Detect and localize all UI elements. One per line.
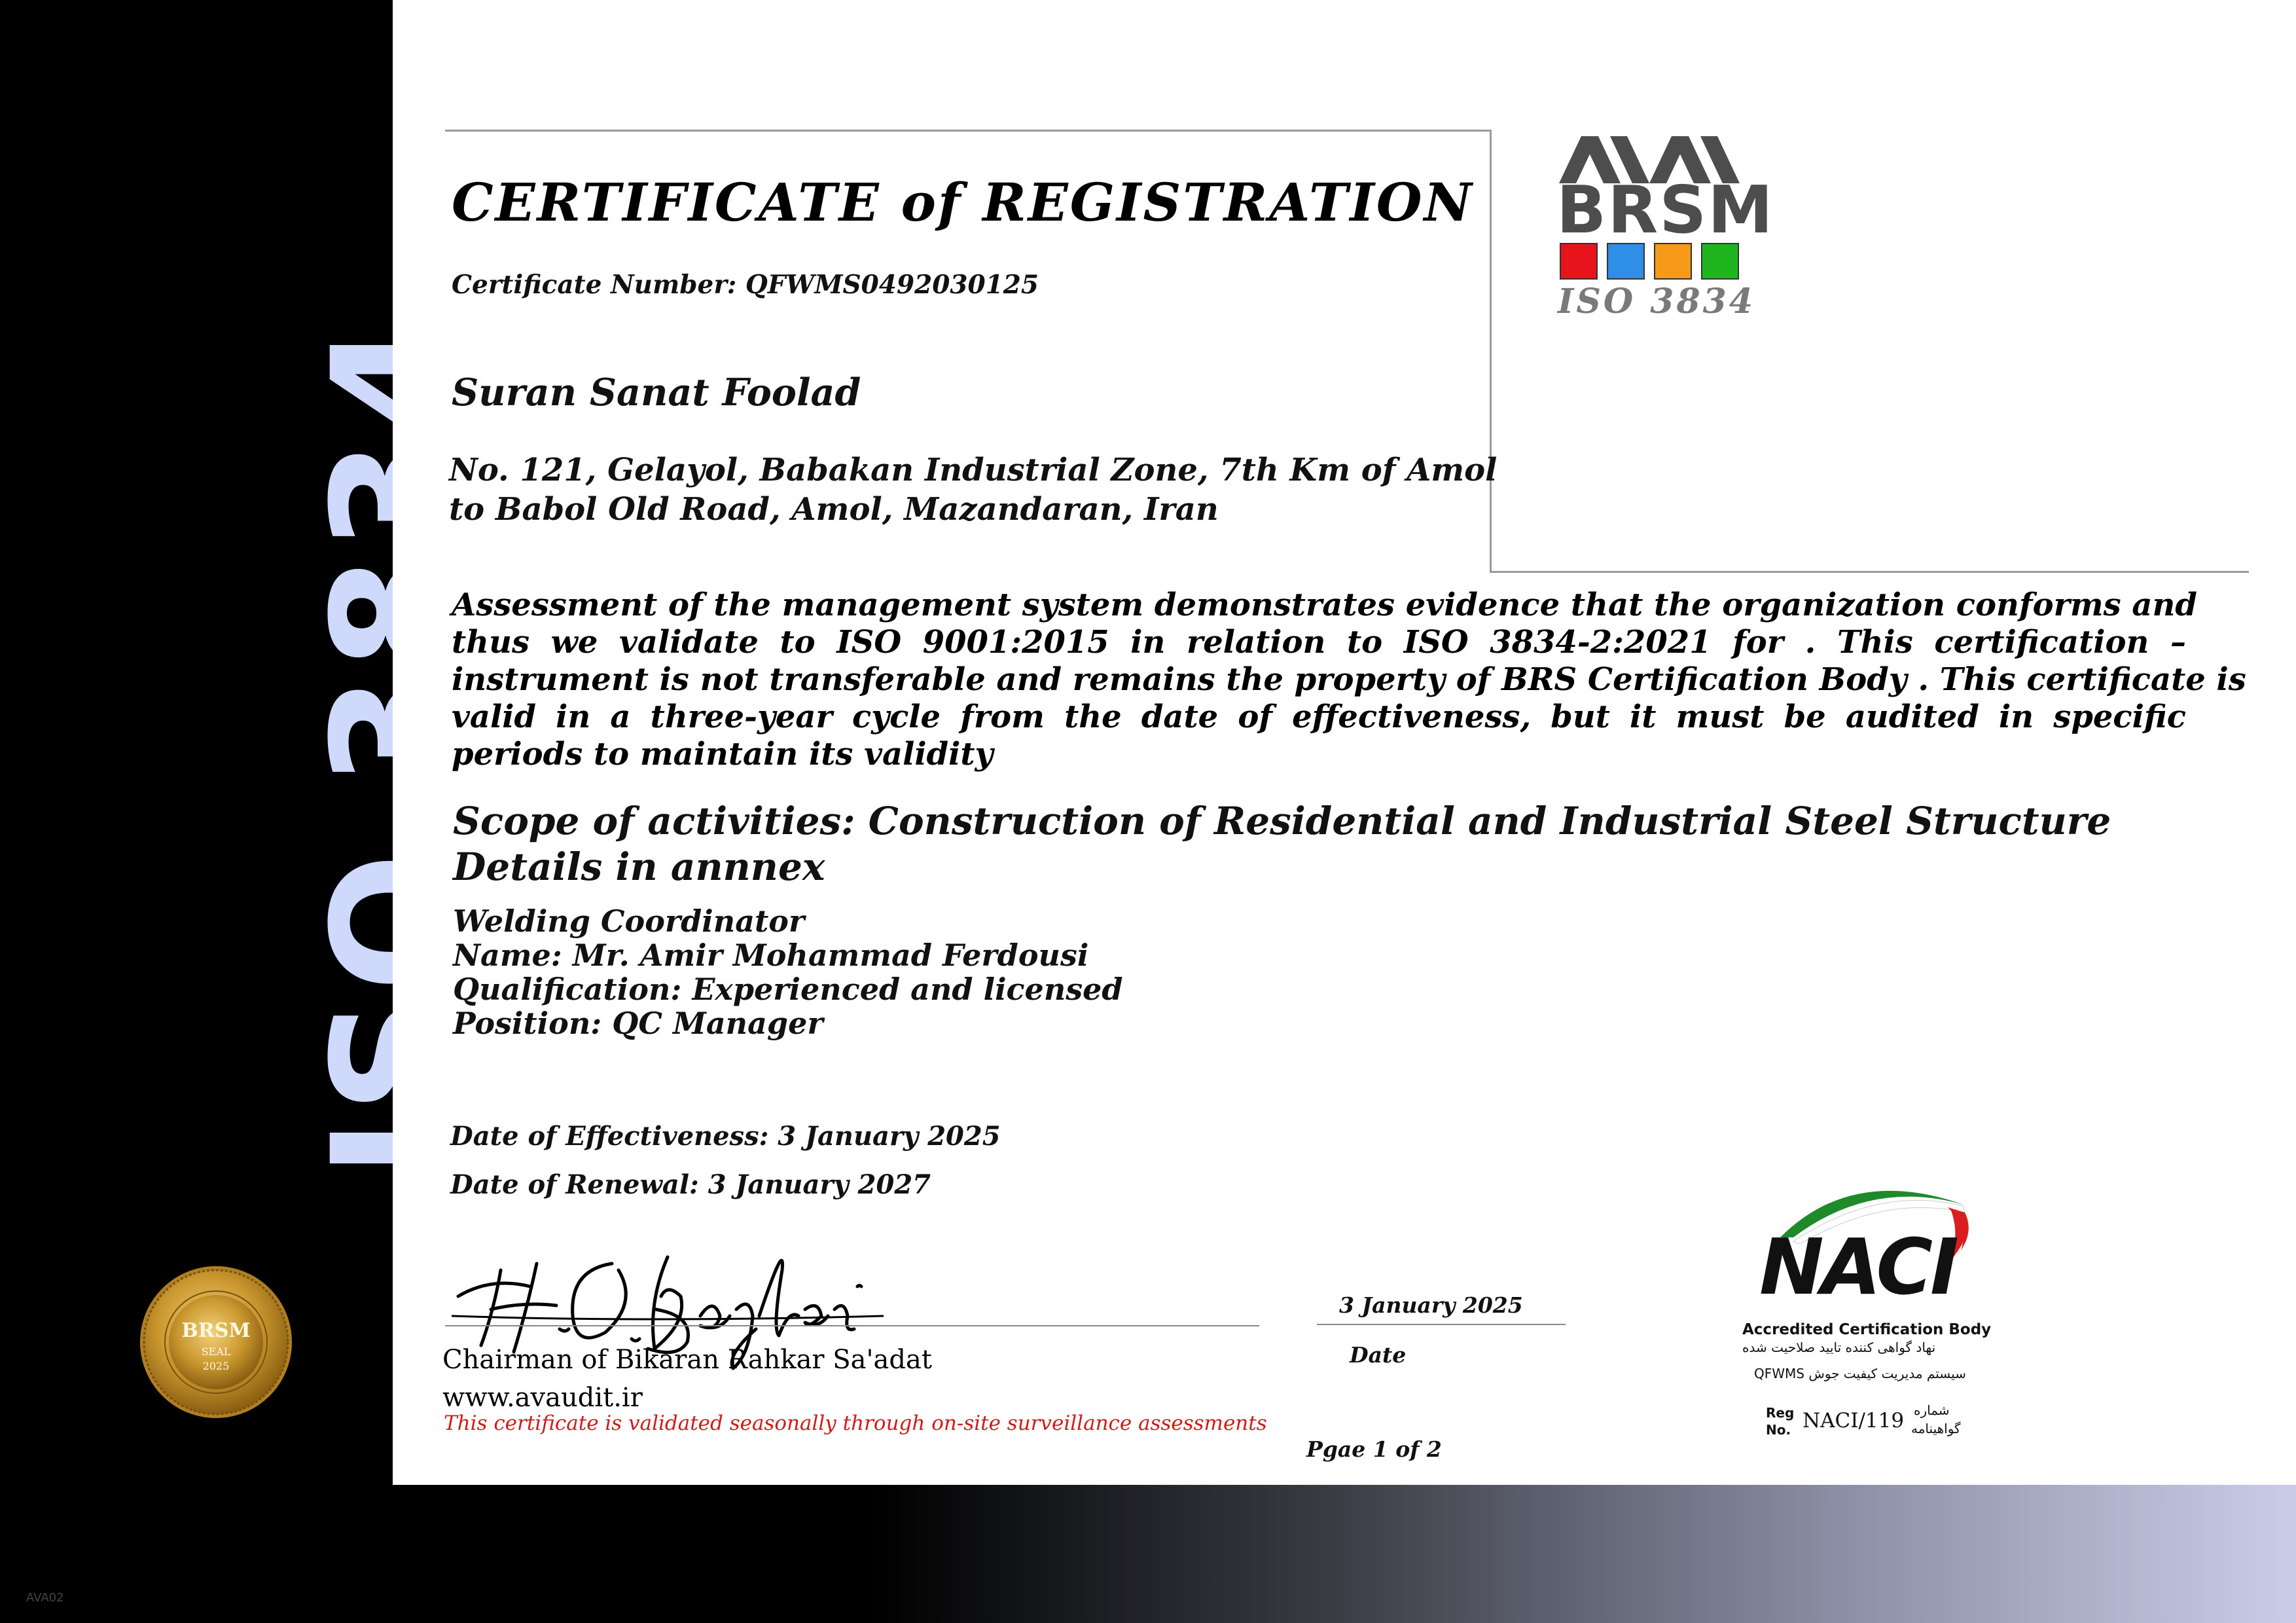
gold-seal-icon	[137, 1264, 295, 1421]
tiny-code: AVA02	[26, 1591, 64, 1605]
address-line-1: No. 121, Gelayol, Babakan Industrial Zone, 7th Km of Amol	[449, 452, 1498, 488]
reg-label-1: Reg	[1766, 1405, 1795, 1421]
assessment-paragraph	[452, 587, 2246, 773]
chairman-title: Chairman of Bikaran Rahkar Sa'adat	[442, 1345, 932, 1375]
seal-line1: BRSM	[181, 1319, 251, 1342]
reg-label-2: No.	[1766, 1422, 1791, 1438]
frame-line-top	[445, 130, 1490, 132]
naci-logo-text: NACI	[1759, 1222, 1956, 1312]
certificate-title: CERTIFICATE of REGISTRATION	[452, 172, 1474, 233]
address-line-2: to Babol Old Road, Amol, Mazandaran, Iran	[449, 491, 1219, 528]
seal-line2: SEAL	[201, 1345, 231, 1358]
seal-line3: 2025	[202, 1360, 230, 1372]
welding-coordinator-qualification: Qualification: Experienced and licensed	[453, 972, 1123, 1007]
date-label: Date	[1350, 1342, 1407, 1368]
signature-date: 3 January 2025	[1339, 1292, 1523, 1318]
disclaimer-text: This certificate is validated seasonally through on-site surveillance assessments	[444, 1412, 1267, 1435]
assessment-line: Assessment of the management system demonstrates evidence that the organization conforms and	[452, 587, 2197, 623]
naci-accredited-text: Accredited Certification Body	[1742, 1321, 1992, 1338]
reg-persian-label-2: گواهینامه	[1911, 1421, 1961, 1436]
brsm-logo-text: BRSM	[1556, 172, 1774, 248]
date-of-effectiveness: Date of Effectiveness: 3 January 2025	[450, 1121, 1001, 1152]
reg-number: NACI/119	[1803, 1409, 1905, 1432]
scope-line-2: Details in annnex	[453, 845, 825, 889]
date-of-renewal: Date of Renewal: 3 January 2027	[450, 1169, 931, 1200]
naci-persian-line-1: نهاد گواهی کننده تایید صلاحیت شده	[1742, 1340, 1936, 1355]
assessment-line: periods to maintain its validity	[452, 736, 994, 773]
reg-persian-label-1: شماره	[1914, 1402, 1950, 1418]
frame-line-bottom	[1490, 571, 2249, 573]
page-number: Pgae 1 of 2	[1306, 1436, 1442, 1462]
frame-line-vertical	[1490, 130, 1492, 572]
signature-line	[445, 1325, 1259, 1326]
bottom-gradient-band	[0, 1485, 2296, 1623]
welding-coordinator-name: Name: Mr. Amir Mohammad Ferdousi	[453, 938, 1089, 973]
website-link[interactable]: www.avaudit.ir	[442, 1383, 643, 1413]
scope-line-1: Scope of activities: Construction of Residential and Industrial Steel Structure	[453, 799, 2111, 843]
welding-coordinator-title: Welding Coordinator	[453, 903, 805, 939]
naci-persian-line-2: سیستم مدیریت کیفیت جوش QFWMS	[1754, 1366, 1966, 1381]
certificate-number: Certificate Number: QFWMS0492030125	[452, 270, 1039, 300]
assessment-line: instrument is not transferable and remains the property of BRS Certification Body . This certificate is	[452, 661, 2246, 698]
brsm-logo-standard: ISO 3834	[1558, 282, 1756, 321]
assessment-line: thus we validate to ISO 9001:2015 in relation to ISO 3834-2:2021 for . This certification –	[452, 624, 2186, 661]
company-name: Suran Sanat Foolad	[452, 371, 861, 414]
assessment-line: valid in a three-year cycle from the date of effectiveness, but it must be audited in specific	[452, 699, 2186, 735]
date-line	[1317, 1324, 1566, 1325]
welding-coordinator-position: Position: QC Manager	[453, 1006, 823, 1041]
